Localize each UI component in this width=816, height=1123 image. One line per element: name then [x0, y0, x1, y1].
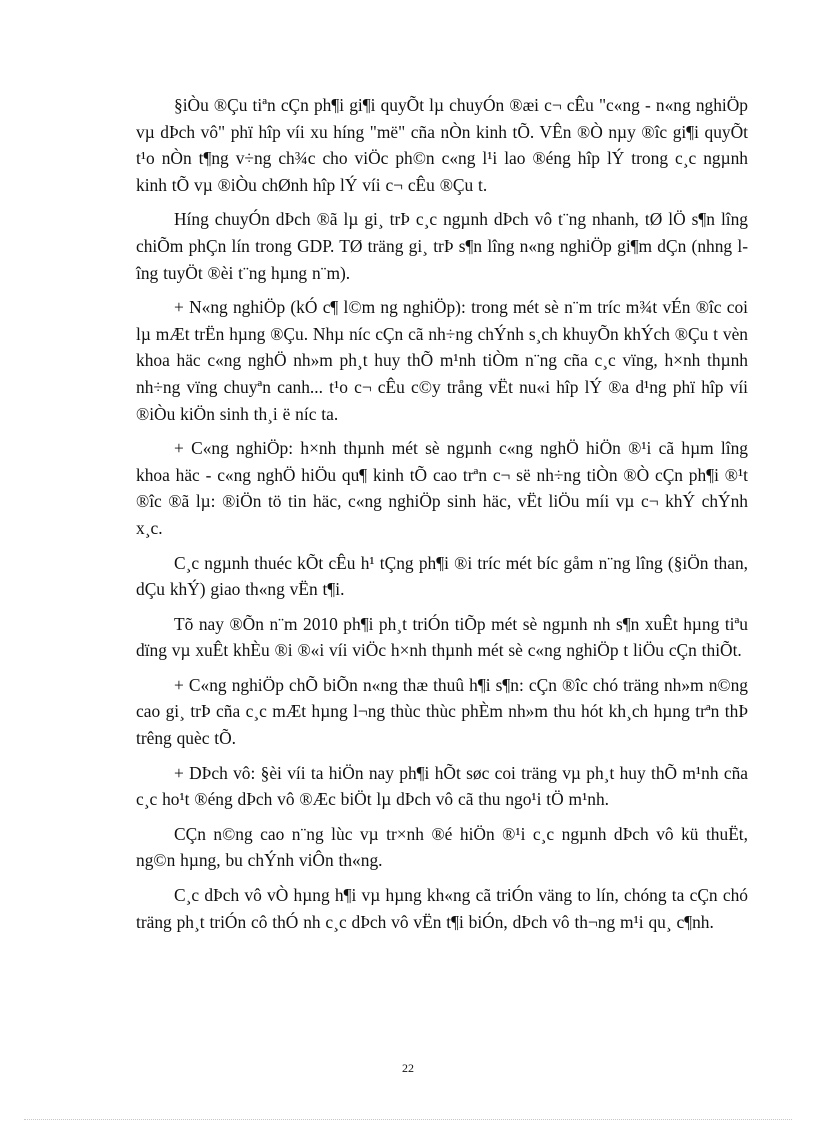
paragraph-10: C¸c dÞch vô vÒ hµng h¶i vµ hµng kh«ng cã triÓn väng to lín, chóng ta cÇn chó träng ph¸t triÓn cô thÓ nh c¸c dÞch vô vËn t¶i biÓn, dÞch vô th¬ng m¹i qu¸ c¶nh.	[136, 885, 748, 932]
paragraph-3: + N«ng nghiÖp (kÓ c¶ l©m ng nghiÖp): trong mét sè n¨m tríc m¾t vÉn ®îc coi lµ mÆt trËn hµng ®Çu. Nhµ níc cÇn cã nh÷ng chÝnh s¸ch khuyÕn khÝch ®Çu t vèn khoa häc c«ng nghÖ nh»m ph¸t huy thÕ m¹nh tiÒm n¨ng cña c¸c vïng, h×nh thµnh nh÷ng vïng chuyªn canh... t¹o c¬ cÊu c©y trång vËt nu«i hîp lÝ ®a d¹ng phï hîp víi ®iÒu kiÖn sinh th¸i ë níc ta.	[136, 297, 748, 424]
paragraph-5: C¸c ngµnh thuéc kÕt cÊu h¹ tÇng ph¶i ®i tríc mét bíc gåm n¨ng lîng (§iÖn than, dÇu khÝ) giao th«ng vËn t¶i.	[136, 552, 748, 600]
paragraph-9: CÇn n©ng cao n¨ng lùc vµ tr×nh ®é hiÖn ®¹i c¸c ngµnh dÞch vô kü thuËt, ng©n hµng, bu chÝnh viÔn th«ng.	[136, 823, 748, 871]
paragraph-4: + C«ng nghiÖp: h×nh thµnh mét sè ngµnh c«ng nghÖ hiÖn ®¹i cã hµm lîng khoa häc - c«ng nghÖ hiÖu qu¶ kinh tÕ cao trªn c¬ së nh÷ng tiÒn ®Ò cÇn ph¶i ®¹t ®îc ®ã lµ: ®iÖn tö tin häc, c«ng nghiÖp sinh häc, vËt liÖu míi vµ c¬ khÝ chÝnh x¸c.	[136, 438, 748, 538]
page-number: 22	[402, 1061, 414, 1075]
paragraph-2: Híng chuyÓn dÞch ®ã lµ gi¸ trÞ c¸c ngµnh dÞch vô t¨ng nhanh, tØ lÖ s¶n lîng chiÕm phÇn lín trong GDP. TØ träng gi¸ trÞ s¶n lîng n«ng nghiÖp gi¶m dÇn (nhng lîng tuyÖt ®èi t¨ng hµng n¨m).	[136, 209, 748, 283]
paragraph-7: + C«ng nghiÖp chÕ biÕn n«ng thæ thuû h¶i s¶n: cÇn ®îc chó träng nh»m n©ng cao gi¸ trÞ cña c¸c mÆt hµng l¬ng thùc thùc phÈm nh»m thu hót kh¸ch hµng trªn thÞ trêng quèc tÕ.	[136, 674, 748, 749]
paragraph-6: Tõ nay ®Õn n¨m 2010 ph¶i ph¸t triÓn tiÕp mét sè ngµnh nh s¶n xuÊt hµng tiªu dïng vµ xuÊt khÈu ®i ®«i víi viÖc h×nh thµnh mét sè c«ng nghiÖp t liÖu cÇn thiÕt.	[136, 613, 748, 661]
paragraph-8: + DÞch vô: §èi víi ta hiÖn nay ph¶i hÕt søc coi träng vµ ph¸t huy thÕ m¹nh cña c¸c ho¹t ®éng dÞch vô ®Æc biÖt lµ dÞch vô cã thu ngo¹i tÖ m¹nh.	[136, 762, 748, 810]
page-body	[136, 92, 748, 943]
paragraph-1: §iÒu ®Çu tiªn cÇn ph¶i gi¶i quyÕt lµ chuyÓn ®æi c¬ cÊu "c«ng - n«ng nghiÖp vµ dÞch vô" phï hîp víi xu híng "më" cña nÒn kinh tÕ. VÊn ®Ò nµy ®îc gi¶i quyÕt t¹o nÒn t¶ng v÷ng ch¾c cho viÖc ph©n c«ng l¹i lao ®éng hîp lÝ trong c¸c ngµnh kinh tÕ vµ ®iÒu chØnh hîp lÝ víi c¬ cÊu ®Çu t.	[136, 95, 748, 195]
page-bottom-divider	[24, 1119, 792, 1120]
